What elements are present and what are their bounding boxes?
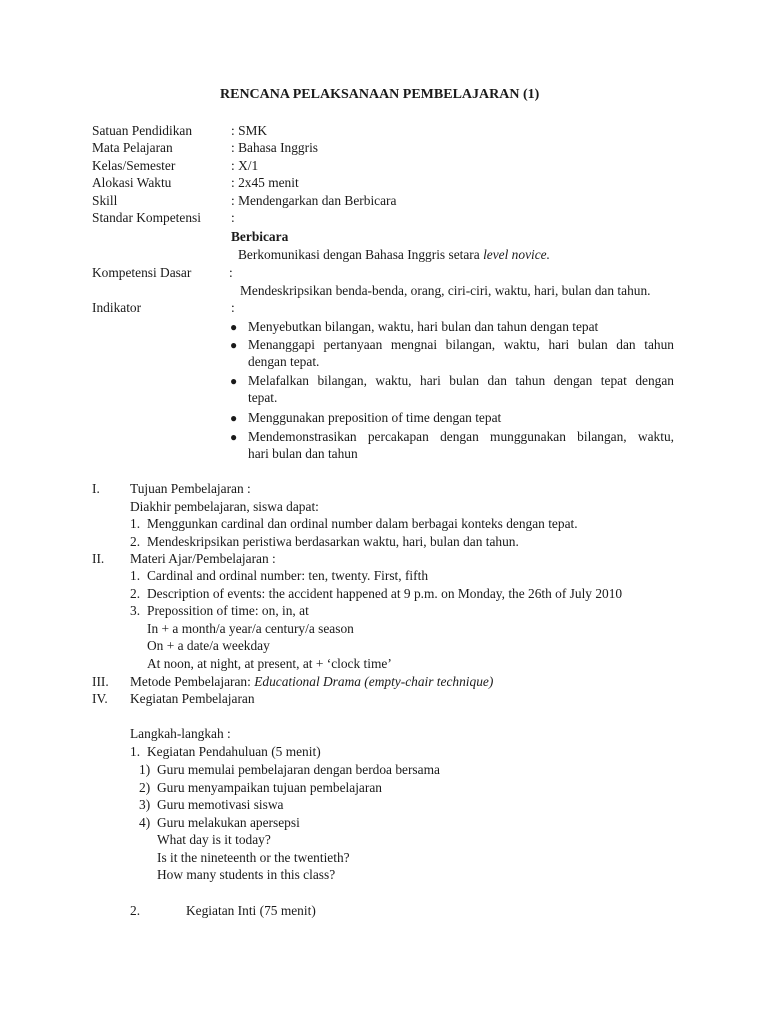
label-mata-pelajaran: Mata Pelajaran [92,140,173,155]
standar-text-main: Berkomunikasi dengan Bahasa Inggris setara [238,247,484,262]
list-item: Cardinal and ordinal number: ten, twenty. First, fifth [147,568,429,583]
indikator-item: Melafalkan bilangan, waktu, hari bulan dan tahun dengan tepat dengan [248,373,674,388]
list-number: 2. [130,903,141,918]
bullet-icon: ● [230,430,238,444]
list-item: Prepossition of time: on, in, at [147,603,309,618]
list-item: Mendeskripsikan peristiwa berdasarkan waktu, hari, bulan dan tahun. [147,534,519,549]
indikator-item: Menyebutkan bilangan, waktu, hari bulan dan tahun dengan tepat [248,319,599,334]
bullet-icon: ● [230,411,238,425]
list-number: 2. [130,586,141,601]
indikator-colon: : [231,300,235,315]
langkah-heading: Langkah-langkah : [130,726,231,741]
sub-number: 1) [139,762,151,777]
sub-item: Guru menyampaikan tujuan pembelajaran [157,780,382,795]
value-skill: : Mendengarkan dan Berbicara [231,193,397,208]
section-4-number: IV. [92,691,108,706]
label-alokasi: Alokasi Waktu [92,175,172,190]
list-item: Kegiatan Inti (75 menit) [186,903,316,918]
list-item: Kegiatan Pendahuluan (5 menit) [147,744,321,759]
label-skill: Skill [92,193,118,208]
value-standar: : [231,210,235,225]
kompetensi-colon: : [229,265,233,280]
list-item: Description of events: the accident happened at 9 p.m. on Monday, the 26th of July 2010 [147,586,623,601]
sub-number: 2) [139,780,151,795]
sub-item: Guru memulai pembelajaran dengan berdoa bersama [157,762,440,777]
indikator-label: Indikator [92,300,142,315]
indikator-item: Mendemonstrasikan percakapan dengan munggunakan bilangan, waktu, [248,429,674,444]
sub-item: Guru melakukan apersepsi [157,815,300,830]
value-satuan: : SMK [231,123,268,138]
list-number: 1. [130,568,141,583]
label-kelas: Kelas/Semester [92,158,176,173]
bullet-icon: ● [230,374,238,388]
label-standar: Standar Kompetensi [92,210,201,225]
indikator-item-cont: hari bulan dan tahun [248,446,358,461]
sub-number: 3) [139,797,151,812]
list-number: 1. [130,516,141,531]
section-3-title [130,673,493,691]
section-2-number: II. [92,551,105,566]
question-text: How many students in this class? [157,867,336,882]
bullet-icon: ● [230,320,238,334]
list-number: 2. [130,534,141,549]
section-3-number: III. [92,674,109,689]
indikator-item: Menggunakan preposition of time dengan tepat [248,410,502,425]
question-text: What day is it today? [157,832,271,847]
section-1-intro: Diakhir pembelajaran, siswa dapat: [130,499,319,514]
indikator-item-cont: tepat. [248,390,278,405]
kompetensi-label: Kompetensi Dasar [92,265,192,280]
sub-item: At noon, at night, at present, at + ‘clock time’ [147,656,392,671]
value-alokasi: : 2x45 menit [231,175,299,190]
question-text: Is it the nineteenth or the twentieth? [157,850,350,865]
section-1-title: Tujuan Pembelajaran : [130,481,251,496]
section-4-title: Kegiatan Pembelajaran [130,691,255,706]
indikator-item: Menanggapi pertanyaan mengnai bilangan, waktu, hari bulan dan tahun [248,337,674,352]
value-kelas: : X/1 [231,158,259,173]
section-1-number: I. [92,481,100,496]
sub-item: On + a date/a weekday [147,638,270,653]
document-title: RENCANA PELAKSANAAN PEMBELAJARAN (1) [220,87,540,102]
sub-item: In + a month/a year/a century/a season [147,621,354,636]
standar-heading: Berbicara [231,229,289,244]
kompetensi-text: Mendeskripsikan benda-benda, orang, ciri-ciri, waktu, hari, bulan dan tahun. [240,283,651,298]
standar-text-italic: level novice. [483,247,550,262]
label-satuan: Satuan Pendidikan [92,123,193,138]
section-3-title-main: Metode Pembelajaran: [130,674,255,689]
list-number: 3. [130,603,141,618]
section-2-title: Materi Ajar/Pembelajaran : [130,551,276,566]
section-3-title-italic: Educational Drama (empty-chair technique) [254,674,494,689]
list-item: Menggunkan cardinal dan ordinal number dalam berbagai konteks dengan tepat. [147,516,578,531]
list-number: 1. [130,744,141,759]
value-mata-pelajaran: : Bahasa Inggris [231,140,319,155]
bullet-icon: ● [230,338,238,352]
standar-text [238,246,550,264]
indikator-item-cont: dengan tepat. [248,354,320,369]
sub-number: 4) [139,815,151,830]
sub-item: Guru memotivasi siswa [157,797,284,812]
